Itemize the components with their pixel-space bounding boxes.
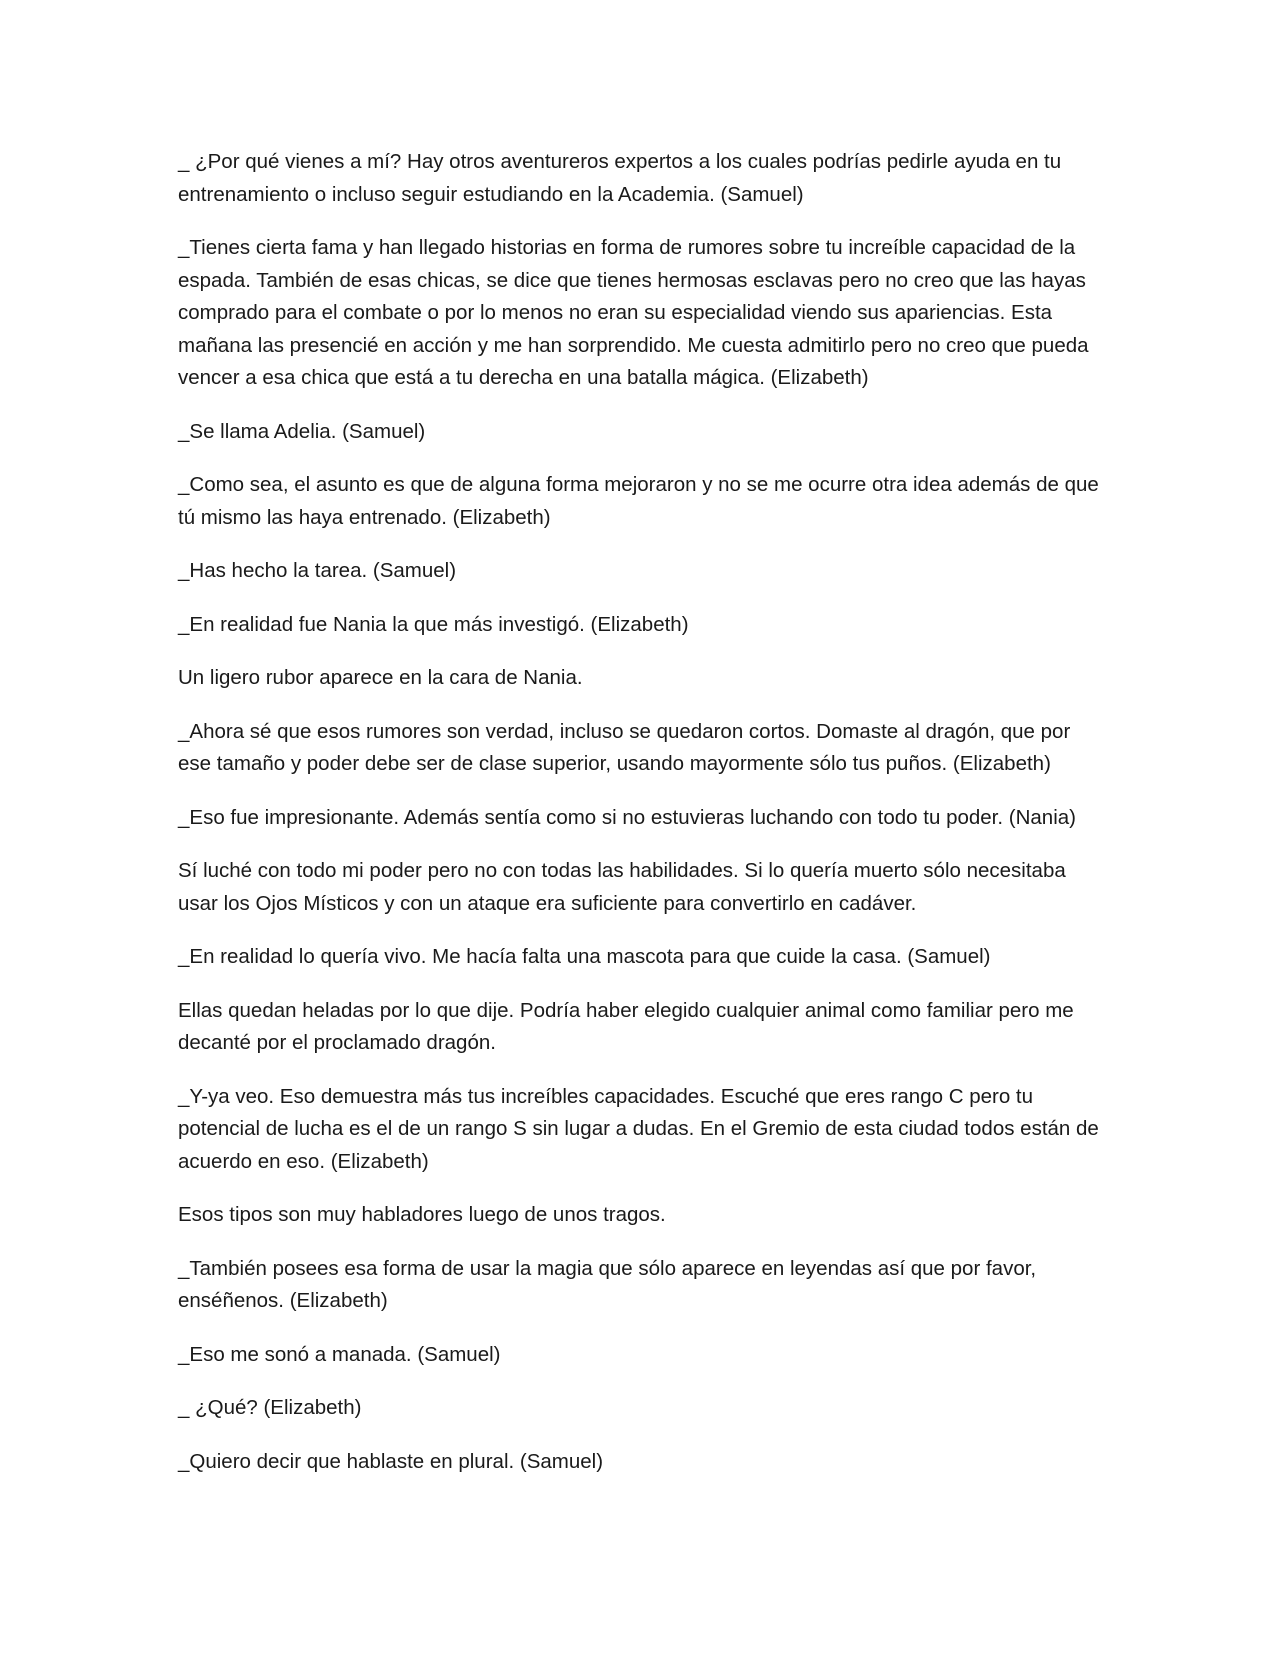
paragraph: Esos tipos son muy habladores luego de unos tragos. xyxy=(178,1203,666,1226)
paragraph: _En realidad lo quería vivo. Me hacía falta una mascota para que cuide la casa. (Samuel) xyxy=(178,945,991,968)
paragraph: Un ligero rubor aparece en la cara de Nania. xyxy=(178,666,583,689)
paragraph: _Has hecho la tarea. (Samuel) xyxy=(178,559,457,582)
paragraph: _ ¿Por qué vienes a mí? Hay otros aventureros expertos a los cuales podrías pedirle ayuda en tu entrenamiento o incluso seguir estudiando en la Academia. (Samuel) xyxy=(178,150,1062,206)
paragraph: _Quiero decir que hablaste en plural. (Samuel) xyxy=(178,1449,604,1473)
paragraph: _Ahora sé que esos rumores son verdad, incluso se quedaron cortos. Domaste al dragón, que por ese tamaño y poder debe ser de clase superior, usando mayormente sólo tus puños. (Elizabeth) xyxy=(178,719,1071,775)
paragraph: _Como sea, el asunto es que de alguna forma mejoraron y no se me ocurre otra idea además de que tú mismo las haya entrenado. (Elizabeth) xyxy=(178,473,1099,529)
paragraph: _En realidad fue Nania la que más investigó. (Elizabeth) xyxy=(178,612,689,636)
paragraph: Ellas quedan heladas por lo que dije. Podría haber elegido cualquier animal como familiar pero me decanté por el proclamado dragón. xyxy=(178,998,1074,1054)
paragraph: _Eso fue impresionante. Además sentía como si no estuvieras luchando con todo tu poder. (Nania) xyxy=(178,805,1076,829)
paragraph: _Eso me sonó a manada. (Samuel) xyxy=(178,1342,501,1366)
paragraph: _Se llama Adelia. (Samuel) xyxy=(178,419,426,443)
paragraph: _Tienes cierta fama y han llegado historias en forma de rumores sobre tu increíble capacidad de la espada. También de esas chicas, se dice que tienes hermosas esclavas pero no creo que las hayas comprado para el combate o por lo menos no eran su especialidad viendo sus apariencias. Esta mañana las presencié en acción y me han sorprendido. Me cuesta admitirlo pero no creo que pueda vencer a esa chica que está a tu derecha en una batalla mágica. (Elizabeth) xyxy=(178,236,1089,389)
paragraph: _También posees esa forma de usar la magia que sólo aparece en leyendas así que por favor, enséñenos. (Elizabeth) xyxy=(178,1256,1037,1312)
paragraph: Sí luché con todo mi poder pero no con todas las habilidades. Si lo quería muerto sólo necesitaba usar los Ojos Místicos y con un ataque era suficiente para convertirlo en cadáver. xyxy=(178,859,1066,915)
document-body xyxy=(178,146,1108,1499)
paragraph: _Y-ya veo. Eso demuestra más tus increíbles capacidades. Escuché que eres rango C pero tu potencial de lucha es el de un rango S sin lugar a dudas. En el Gremio de esta ciudad todos están de acuerdo en eso. (Elizabeth) xyxy=(178,1084,1099,1173)
paragraph: _ ¿Qué? (Elizabeth) xyxy=(178,1396,362,1419)
